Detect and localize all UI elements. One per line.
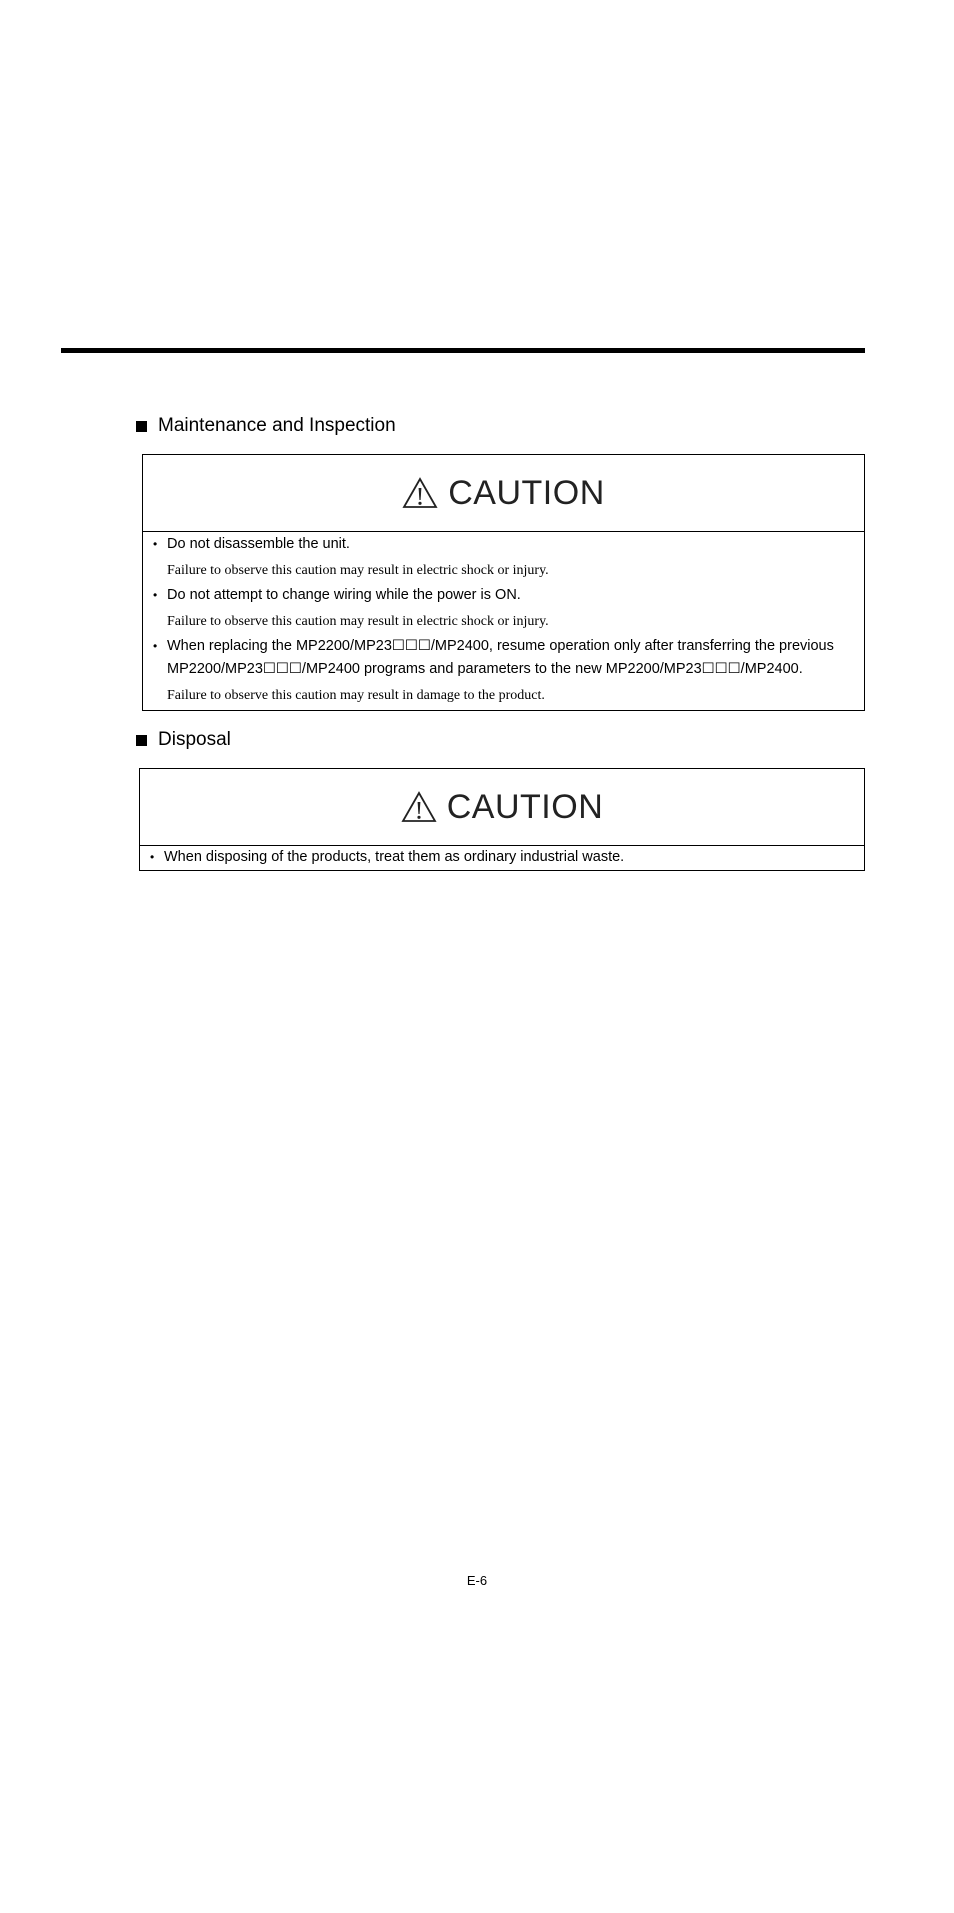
bullet-dot-icon: • — [153, 537, 158, 551]
caution-item — [153, 635, 854, 681]
caution-item-note: Failure to observe this caution may result in electric shock or injury. — [167, 614, 549, 629]
caution-item-text: Do not attempt to change wiring while the power is ON. — [167, 587, 521, 603]
caution-item-text: Do not disassemble the unit. — [167, 536, 350, 552]
caution-item — [150, 846, 854, 869]
section-heading-text: Disposal — [158, 729, 231, 750]
caution-item-note: Failure to observe this caution may result in damage to the product. — [167, 688, 545, 703]
caution-item-note: Failure to observe this caution may result in electric shock or injury. — [167, 563, 549, 578]
caution-box-disposal — [139, 768, 865, 871]
caution-item — [153, 533, 854, 556]
caution-header — [143, 455, 864, 532]
caution-title: CAUTION — [446, 787, 604, 826]
bullet-dot-icon: • — [153, 639, 158, 653]
section-heading-maintenance — [136, 414, 396, 438]
top-rule — [61, 348, 865, 353]
bullet-dot-icon: • — [150, 850, 155, 864]
warning-triangle-icon — [401, 791, 437, 823]
caution-item-text: When disposing of the products, treat them as ordinary industrial waste. — [164, 849, 625, 865]
caution-header — [140, 769, 864, 846]
caution-item — [153, 584, 854, 607]
caution-body — [140, 846, 864, 869]
square-bullet-icon — [136, 421, 147, 432]
caution-body — [143, 532, 864, 706]
caution-box-maintenance — [142, 454, 865, 711]
square-bullet-icon — [136, 735, 147, 746]
section-heading-text: Maintenance and Inspection — [158, 415, 396, 436]
caution-item-text: When replacing the MP2200/MP23☐☐☐/MP2400, resume operation only after transferring the previous MP2200/MP23☐☐☐/MP2400 programs and parameters to the new MP2200/MP23☐☐☐/MP2400. — [167, 638, 834, 677]
warning-triangle-icon — [402, 477, 438, 509]
section-heading-disposal — [136, 728, 231, 752]
page-number: E-6 — [466, 1573, 488, 1588]
caution-title: CAUTION — [448, 473, 605, 512]
bullet-dot-icon: • — [153, 588, 158, 602]
